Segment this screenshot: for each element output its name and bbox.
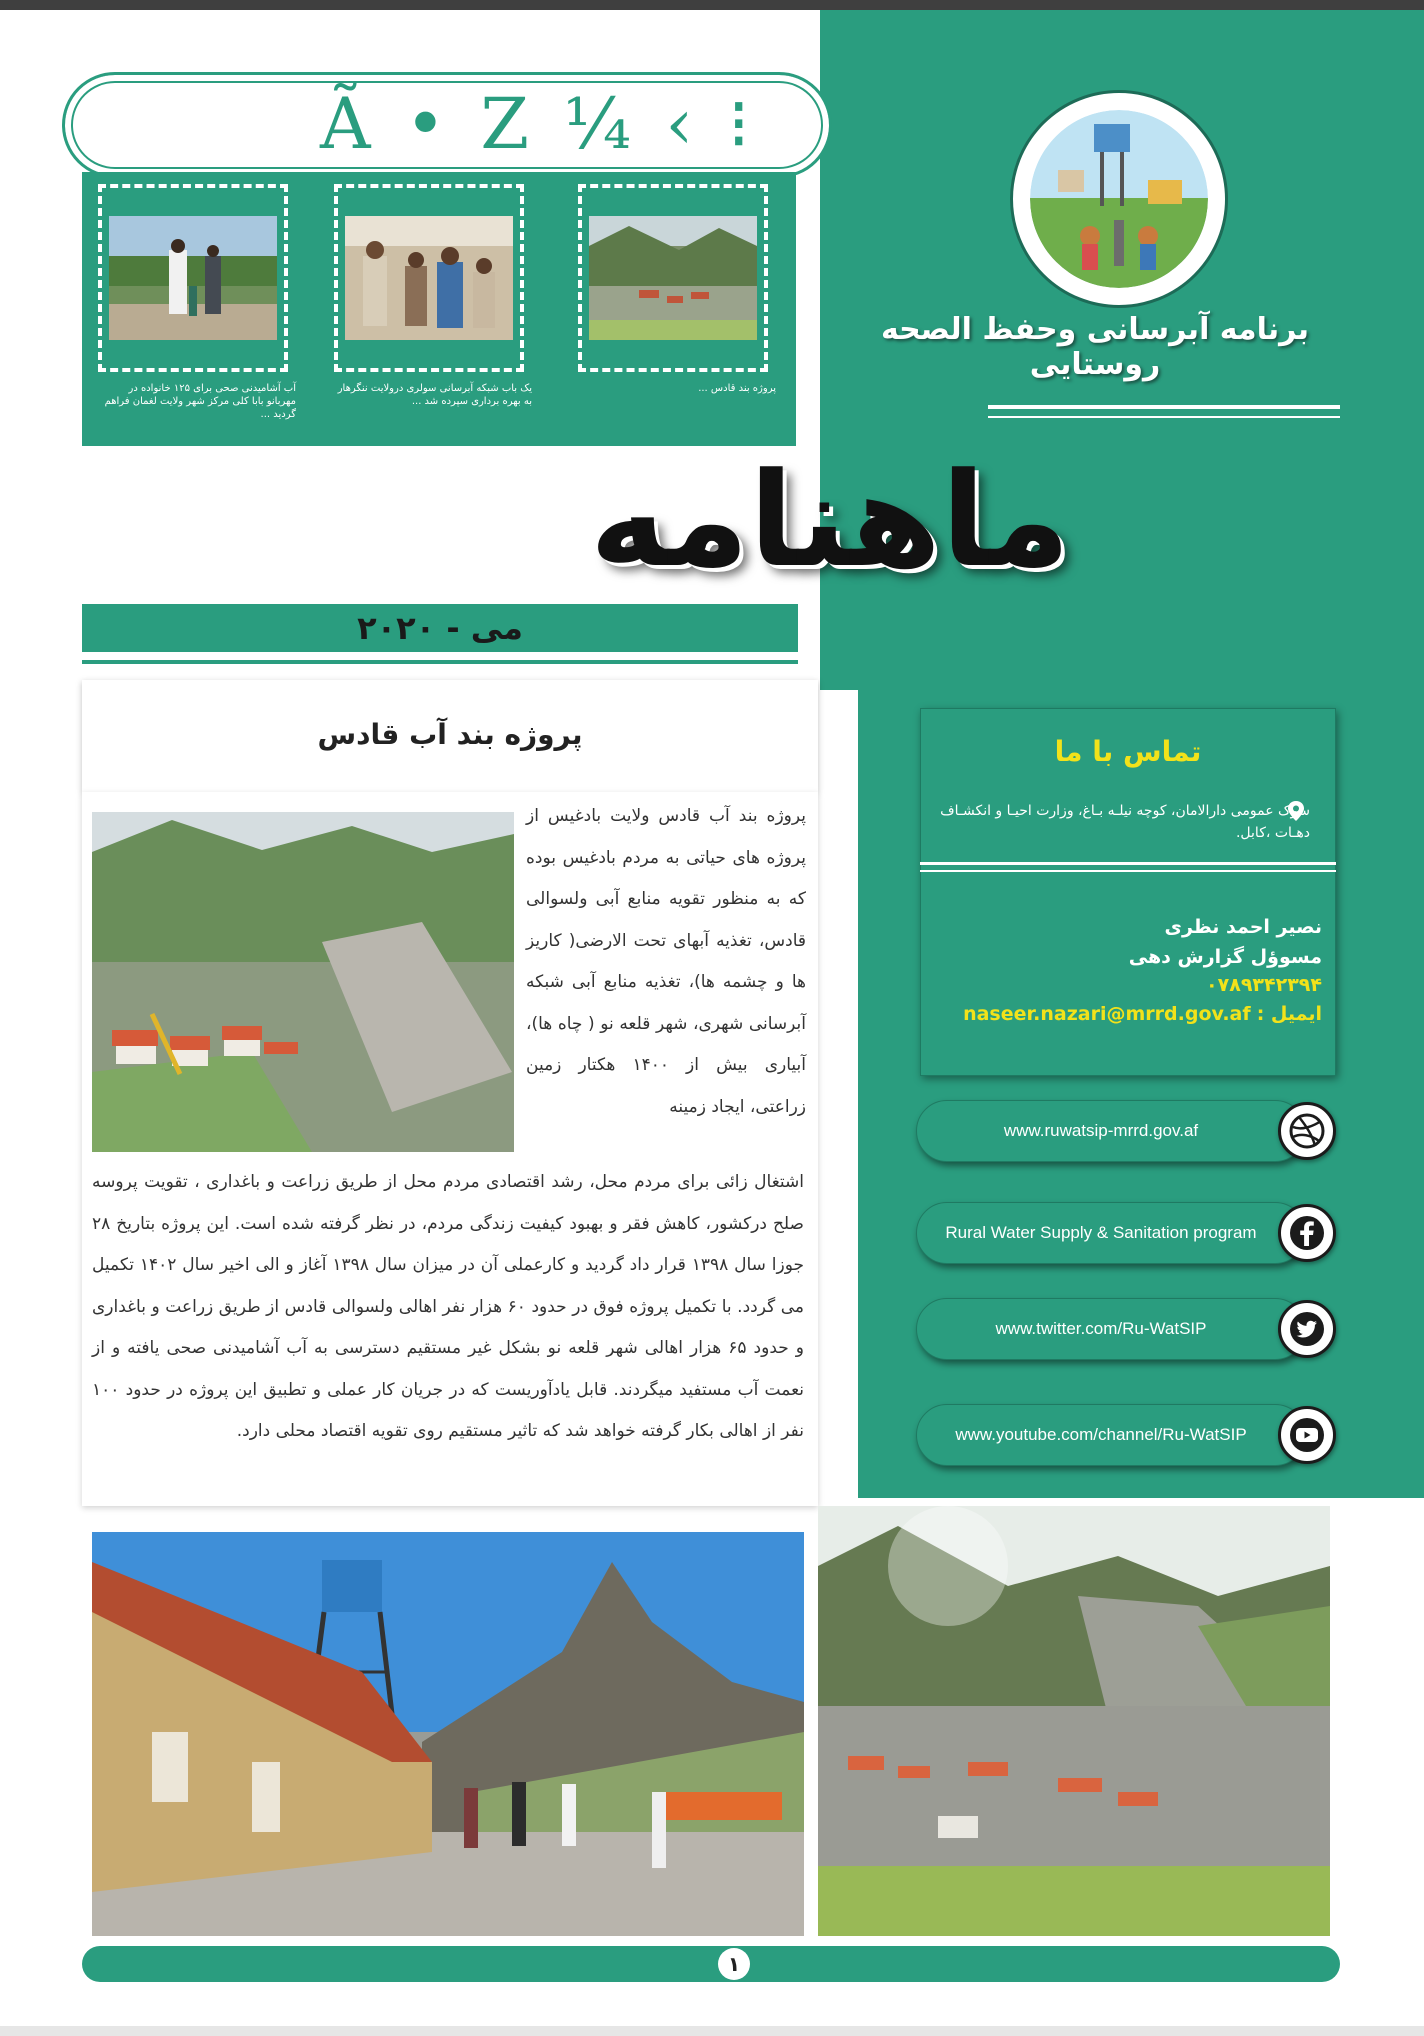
website-link[interactable]: www.ruwatsip-mrrd.gov.af — [1003, 1121, 1199, 1140]
page-number: ۱ — [718, 1948, 750, 1980]
qadis-dam-valley-photo — [92, 812, 514, 1152]
dam-camp-overview-photo — [818, 1506, 1330, 1936]
news-caption-2[interactable]: یک باب شبکه آبرسانی سولری درولایت ننگرهار به بهره برداری سپرده شد ... — [337, 383, 532, 407]
contact-email-row — [940, 1000, 1322, 1028]
water-tower-site-photo — [92, 1532, 804, 1936]
contact-phone[interactable]: ۰۷۸۹۳۴۲۳۹۴ — [1206, 974, 1322, 996]
handpump-photo — [109, 216, 277, 340]
newsletter-title: ماهنامه — [589, 444, 1071, 596]
issue-date: می - ۲۰۲۰ — [357, 609, 523, 647]
facebook-link[interactable]: Rural Water Supply & Sanitation program — [945, 1223, 1257, 1242]
news-thumb-frame-3[interactable] — [578, 184, 768, 372]
news-caption-1[interactable]: آب آشامیدنی صحی برای ۱۲۵ خانواده در مهربانو بابا کلی مرکز شهر ولایت لغمان فراهم گردید ... — [104, 383, 296, 420]
contact-person-name: نصیر احمد نظری — [1164, 916, 1322, 938]
youtube-icon[interactable] — [1278, 1406, 1336, 1464]
twitter-icon[interactable] — [1278, 1300, 1336, 1358]
article-title: پروژه بند آب قادس — [317, 718, 583, 751]
news-thumb-frame-2[interactable] — [334, 184, 524, 372]
twitter-link[interactable]: www.twitter.com/Ru-WatSIP — [995, 1319, 1207, 1338]
program-logo-emblem — [1030, 110, 1208, 288]
contact-divider — [920, 862, 1336, 865]
organization-name: برنامه آبرسانی وحفظ الصحه روستایی — [880, 312, 1310, 382]
contact-address: سرک عمومی دارالامان، کوچه نیلـه بـاغ، وزارت احیـا و انکشـاف دهـات ،کابل. — [940, 803, 1310, 841]
youtube-link[interactable]: www.youtube.com/channel/Ru-WatSIP — [955, 1425, 1247, 1444]
facebook-icon[interactable] — [1278, 1204, 1336, 1262]
children-water-photo — [345, 216, 513, 340]
org-divider-thin — [988, 416, 1340, 418]
dribbble-icon[interactable] — [1278, 1102, 1336, 1160]
contact-title: تماس با ما — [1054, 735, 1202, 768]
article-text-full: اشتغال زائی برای مردم محل، رشد اقتصادی مردم محل از طریق زراعت و باغداری ، تقویت پروسه صلح درکشور، کاهش فقر و بهبود کیفیت زندگی مردم، در نظر گرفته شده است. این پروژه بتاریخ ۲۸ جوزا سال ۱۳۹۸ قرار داد گردید و کارعملی آن در میزان سال ۱۳۹۸ آغاز و الی اخیر سال ۱۴۰۲ تکمیل می گردد. با تکمیل پروژه فوق در حدود ۶۰ هزار نفر اهالی ولسوالی قادس از طریق زراعت و باغداری و حدود ۶۵ هزار اهالی شهر قلعه نو بشکل غیر مستقیم دسترسی به آب آشامیدنی صحی یافته و از نعمت آب مستفید میگردند. قابل یادآوریست که در جریان کار عملی و تطبیق این پروژه در حدود ۱۰۰ نفر از اهالی بکار گرفته خواهد شد که تاثیر مستقیم روی تقویه اقتصاد محلی دارد. — [92, 1172, 805, 1441]
top-border — [0, 0, 1424, 10]
header-glyph-text: Ã • Z ¼ ‹ ⁝ — [320, 83, 756, 165]
contact-divider-thin — [920, 870, 1336, 872]
bottom-border — [0, 2026, 1424, 2036]
org-divider — [988, 405, 1340, 409]
issue-date-underline — [82, 660, 798, 664]
email-label: ایمیل : — [1256, 1003, 1322, 1025]
footer-bar — [82, 1946, 1340, 1982]
contact-person-role: مسوؤل گزارش دهی — [1128, 946, 1322, 968]
dam-site-photo — [589, 216, 757, 340]
news-caption-3[interactable]: پروژه بند قادس ... — [698, 383, 776, 394]
news-thumb-frame-1[interactable] — [98, 184, 288, 372]
article-text-column: پروژه بند آب قادس ولایت بادغیس از پروژه های حیاتی به مردم بادغیس بوده که به منظور تقویه منابع آبی ولسوالی قادس، تغذیه آبهای تحت الارضی( کاریز ها و چشمه ها)، تغذیه منابع آبی شبکه آبرسانی شهری، شهر قلعه نو ( چاه ها)، آبیاری بیش از ۱۴۰۰ هکتار زمین زراعتی، ایجاد زمینه — [526, 806, 806, 1117]
contact-email-link[interactable]: naseer.nazari@mrrd.gov.af — [963, 1003, 1251, 1025]
